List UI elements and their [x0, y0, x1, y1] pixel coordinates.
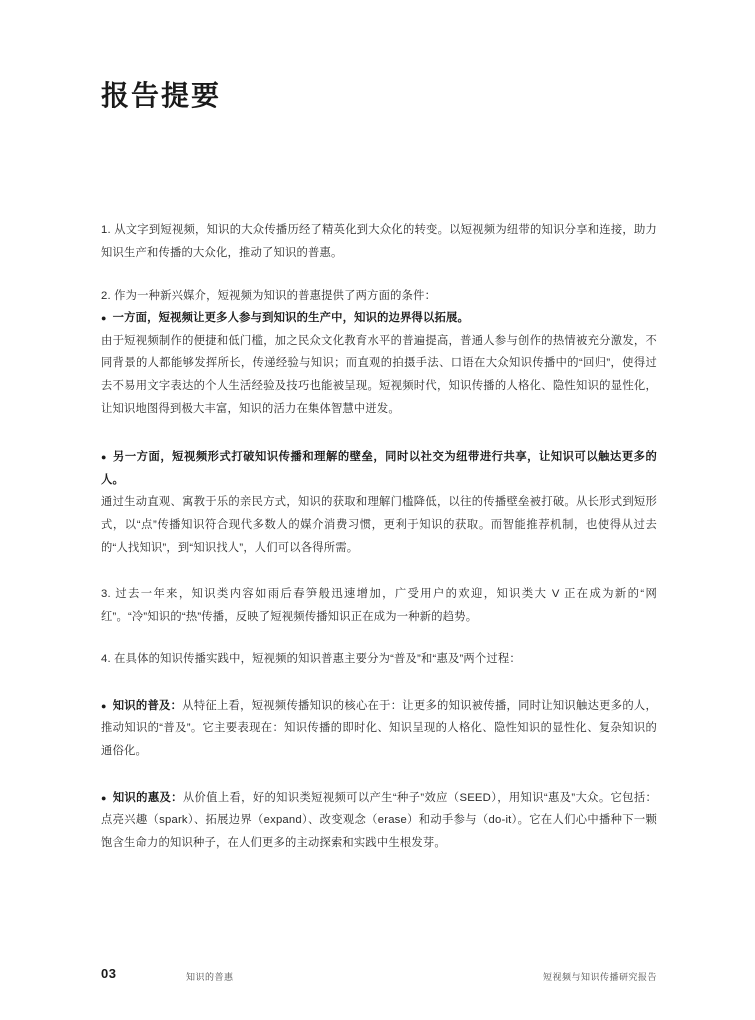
bullet-heading-2-2: [101, 446, 657, 491]
paragraph-item-2-1: 由于短视频制作的便捷和低门槛，加之民众文化教育水平的普遍提高，普通人参与创作的热情被充分激发，不同背景的人都能够发挥所长，传递经验与知识；而直观的拍摄手法、口语在大众知识传播中的“回归”，使得过去不易用文字表达的个人生活经验及技巧也能被呈现。短视频时代，知识传播的人格化、隐性知识的显性化，让知识地图得到极大丰富，知识的活力在集体智慧中迸发。: [101, 334, 657, 415]
paragraph-item-4-2: [101, 787, 657, 855]
report-summary-body: [101, 219, 657, 854]
bullet-heading-text: 知识的惠及：: [112, 791, 183, 804]
footer-page-number: 03: [101, 966, 117, 981]
paragraph-item-4: 4. 在具体的知识传播实践中，短视频的知识普惠主要分为“普及”和“惠及”两个过程：: [101, 653, 521, 666]
bullet-dot-icon: ●: [101, 452, 107, 463]
bullet-heading-2-1: [101, 307, 657, 330]
page-footer: [0, 966, 755, 986]
bullet-heading-text: 另一方面，短视频形式打破知识传播和理解的壁垒，同时以社交为纽带进行共享，让知识可以触达更多的人。: [101, 451, 657, 486]
footer-report-label: 短视频与知识传播研究报告: [542, 972, 657, 982]
paragraph-item-4-1: [101, 695, 657, 763]
page-title: 报告提要: [101, 80, 222, 111]
paragraph-item-1: 1. 从文字到短视频，知识的大众传播历经了精英化到大众化的转变。以短视频为纽带的知识分享和连接，助力知识生产和传播的大众化，推动了知识的普惠。: [101, 224, 657, 259]
paragraph-item-2: 2. 作为一种新兴媒介，短视频为知识的普惠提供了两方面的条件：: [101, 289, 437, 302]
bullet-body-text: 从特征上看，短视频传播知识的核心在于：让更多的知识被传播，同时让知识触达更多的人，推动知识的“普及”。它主要表现在：知识传播的即时化、知识呈现的人格化、隐性知识的显性化、复杂知识的通俗化。: [101, 699, 658, 758]
bullet-dot-icon: ●: [101, 313, 107, 324]
page-content: [101, 0, 657, 854]
bullet-heading-text: 一方面，短视频让更多人参与到知识的生产中，知识的边界得以拓展。: [112, 312, 470, 325]
bullet-dot-icon: ●: [101, 700, 107, 711]
footer-section-label: 知识的普惠: [186, 972, 234, 982]
paragraph-item-3: 3. 过去一年来，知识类内容如雨后春笋般迅速增加，广受用户的欢迎，知识类大 V 正在成为新的“网红”。“冷”知识的“热”传播，反映了短视频传播知识正在成为一种新的趋势。: [101, 588, 657, 623]
bullet-heading-text: 知识的普及：: [112, 699, 183, 712]
paragraph-item-2-2: 通过生动直观、寓教于乐的亲民方式，知识的获取和理解门槛降低，以往的传播壁垒被打破。从长形式到短形式，以“点”传播知识符合现代多数人的媒介消费习惯，更利于知识的获取。而智能推荐机制，也使得从过去的“人找知识”，到“知识找人”，人们可以各得所需。: [101, 496, 657, 554]
bullet-dot-icon: ●: [101, 792, 107, 803]
bullet-body-text: 从价值上看，好的知识类短视频可以产生“种子”效应（SEED），用知识“惠及”大众。它包括：点亮兴趣（spark）、拓展边界（expand）、改变观念（erase）和动手参与（do-it）。它在人们心中播种下一颗饱含生命力的知识种子，在人们更多的主动探索和实践中生根发芽。: [101, 791, 657, 849]
